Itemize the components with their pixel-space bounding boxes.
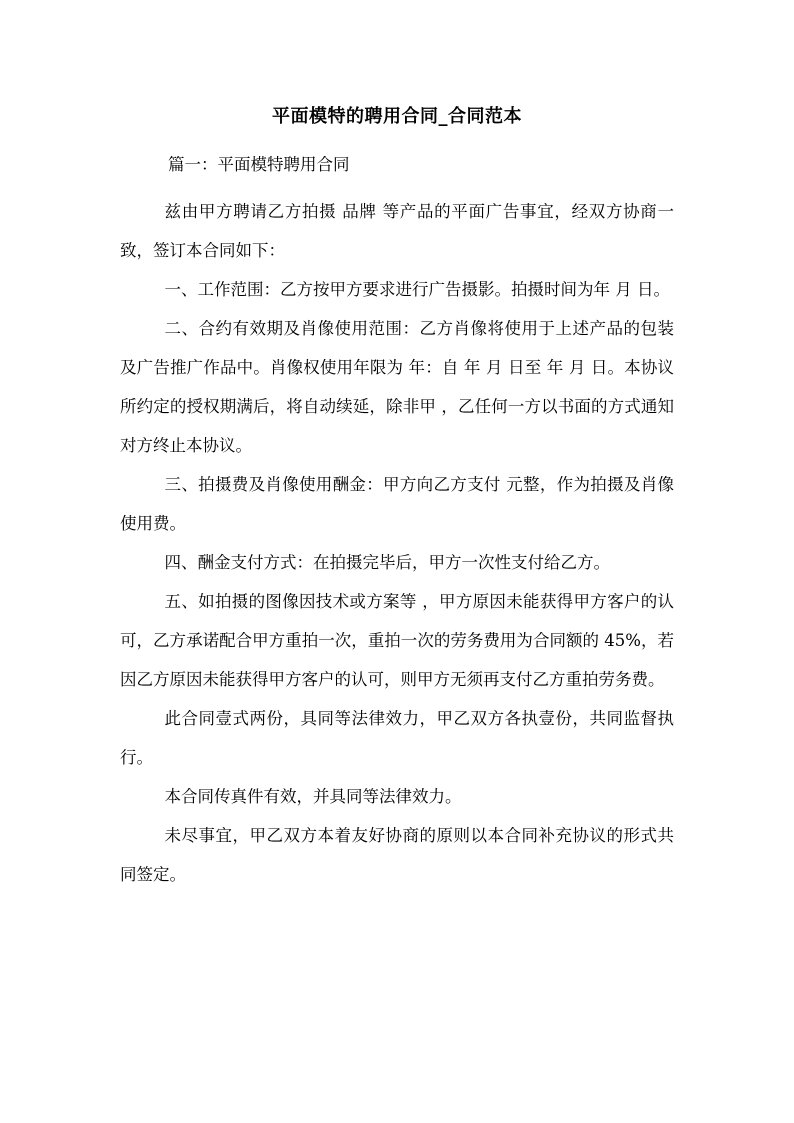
paragraph-fees: 三、拍摄费及肖像使用酬金：甲方向乙方支付 元整，作为拍摄及肖像使用费。: [120, 475, 674, 533]
paragraph-validity-portrait-use: 二、合约有效期及肖像使用范围：乙方肖像将使用于上述产品的包装及广告推广作品中。肖像权使用年限为 年：自 年 月 日至 年 月 日。本协议所约定的授权期满后，将自动续延，除非甲 ，乙任何一方以书面的方式通知对方终止本协议。: [120, 319, 674, 455]
paragraph-work-scope: 一、工作范围：乙方按甲方要求进行广告摄影。拍摄时间为年 月 日。: [164, 280, 671, 299]
paragraph-copies: 此合同壹式两份，具同等法律效力，甲乙双方各执壹份，共同监督执行。: [120, 709, 674, 767]
document-title: 平面模特的聘用合同_合同范本: [272, 106, 522, 127]
paragraph-fax-validity: 本合同传真件有效，并具同等法律效力。: [164, 787, 462, 806]
paragraph-supplementary: 未尽事宜，甲乙双方本着友好协商的原则以本合同补充协议的形式共同签定。: [120, 826, 674, 884]
paragraph-reshoot: 五、如拍摄的图像因技术或方案等 ，甲方原因未能获得甲方客户的认可，乙方承诺配合甲方重拍一次，重拍一次的劳务费用为合同额的 45%，若因乙方原因未能获得甲方客户的认可，则甲方无须再支付乙方重拍劳务费。: [120, 592, 674, 689]
document-subtitle: 篇一：平面模特聘用合同: [168, 155, 350, 174]
paragraph-intro: 兹由甲方聘请乙方拍摄 品牌 等产品的平面广告事宜，经双方协商一致，签订本合同如下：: [120, 202, 674, 260]
paragraph-payment-method: 四、酬金支付方式：在拍摄完毕后，甲方一次性支付给乙方。: [164, 553, 611, 572]
